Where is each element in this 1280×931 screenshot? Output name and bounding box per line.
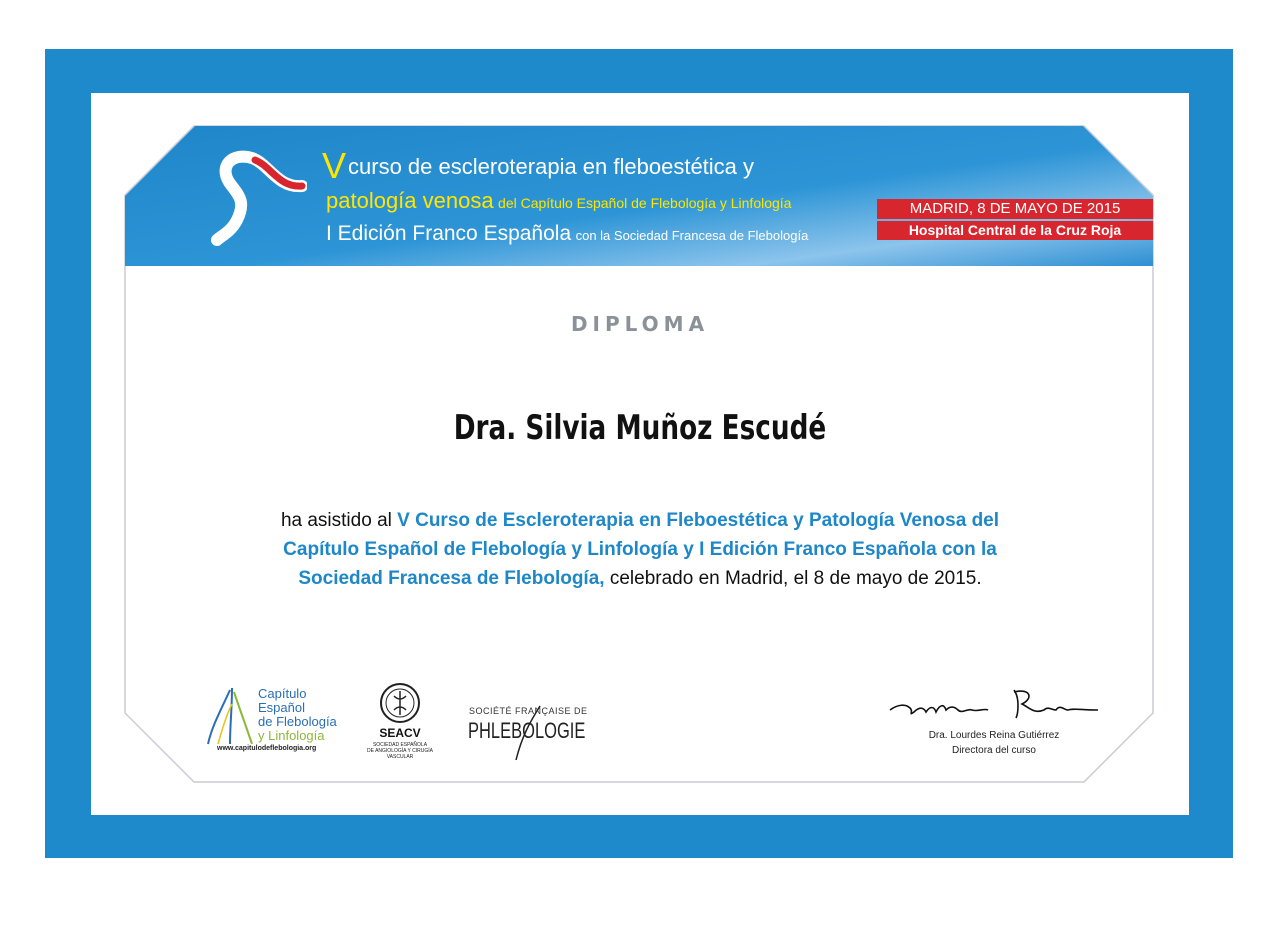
header-line-1: Vcurso de escleroterapia en fleboestética y [322, 145, 755, 186]
course-name: V Curso de Escleroterapia en Fleboestética y Patología Venosa del Capítulo Español de Flebología y Linfología y I Edición Franco Española con la Sociedad Francesa de Flebología, [283, 510, 1000, 589]
sfp-logo: SOCIÉTÉ FRANÇAISE DE PHLEBOLOGIE [466, 704, 581, 762]
roman-numeral: V [322, 145, 347, 186]
header-line-3: I Edición Franco Española con la Sociedad Francesa de Flebología [326, 222, 809, 245]
signatory-role: Directora del curso [952, 745, 1036, 756]
sfp-stroke-icon [506, 704, 546, 762]
course-header-banner [125, 126, 1153, 266]
diploma-title: DIPLOMA [570, 312, 710, 336]
seacv-logo: SEACV SOCIEDAD ESPAÑOLA DE ANGIOLOGÍA Y CIRUGÍA VASCULAR [354, 682, 446, 758]
capitulo-tree-icon [200, 686, 258, 746]
signatory-name: Dra. Lourdes Reina Gutiérrez [928, 730, 1060, 741]
capitulo-logo-text: Capítulo Español de Flebología y Linfología [258, 686, 337, 743]
recipient-name: Dra. Silvia Muñoz Escudé [453, 408, 827, 448]
diploma-statement: ha asistido al V Curso de Escleroterapia en Fleboestética y Patología Venosa del Capítulo Español de Flebología y Linfología y I Edición Franco Española con la Sociedad Francesa de Flebología, celebrado en Madrid, el 8 de mayo de 2015. [280, 510, 1000, 589]
capitulo-url: www.capitulodeflebologia.org [217, 745, 317, 752]
header-line-2: patología venosa del Capítulo Español de Flebología y Linfología [326, 188, 792, 213]
director-signature [884, 684, 1104, 730]
seacv-emblem-icon [379, 682, 421, 724]
event-venue-badge: Hospital Central de la Cruz Roja [877, 221, 1153, 240]
signatory-block [894, 728, 1094, 758]
vein-logo-icon [207, 144, 307, 246]
event-date-badge: MADRID, 8 DE MAYO DE 2015 [877, 199, 1153, 219]
